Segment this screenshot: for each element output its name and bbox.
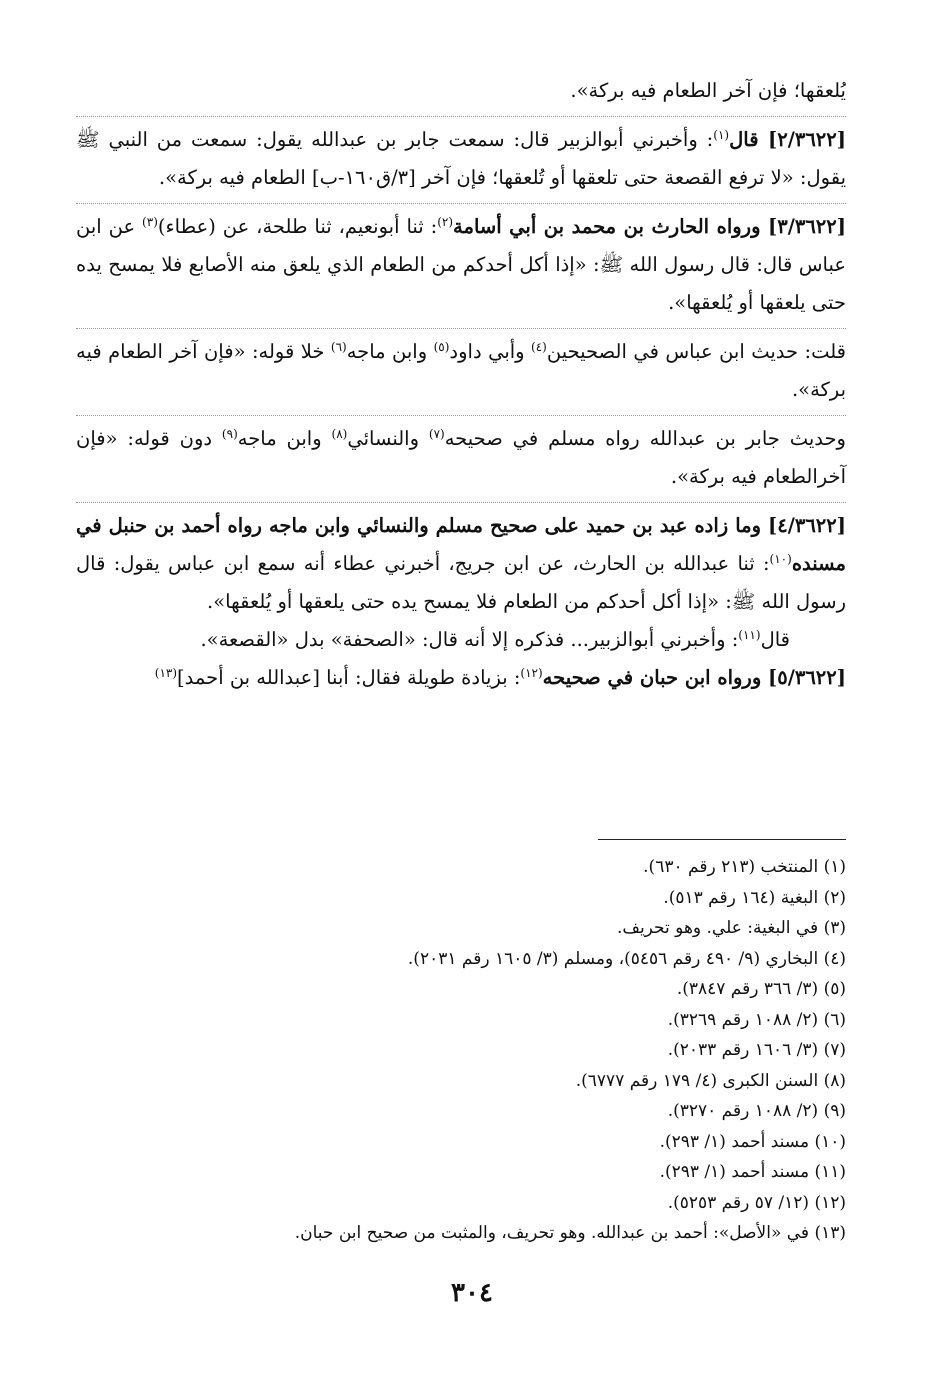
- footnote: (٢) البغية (١٦٤ رقم ٥١٣).: [663, 887, 846, 908]
- footnote-ref: (٨): [331, 427, 348, 441]
- paragraph-text: : بزيادة طويلة فقال: أبنا [عبدالله بن أحمد]: [177, 666, 521, 689]
- page-number: ٣٠٤: [451, 1278, 493, 1308]
- footnote-ref: (٤): [531, 340, 547, 354]
- footnote-ref: (١١): [738, 628, 761, 642]
- paragraph-text: وأبي داود: [449, 340, 532, 363]
- paragraph-text: دون قوله: «فإن آخرالطعام فيه بركة».: [76, 427, 846, 488]
- footnote-ref: (٣): [142, 215, 158, 229]
- paragraph-hadith-3: [76, 203, 846, 322]
- footnote-ref: (١٣): [154, 666, 178, 680]
- paragraph-comment-2: [76, 415, 846, 496]
- main-text: [76, 72, 846, 697]
- paragraph-text: : وأخبرني أبوالزبير... فذكره إلا أنه قال: «الصحفة» بدل «القصعة».: [200, 628, 739, 651]
- paragraph-text: قلت: حديث ابن عباس في الصحيحين: [546, 340, 846, 363]
- paragraph-text: : ثنا عبدالله بن الحارث، عن ابن جريج، أخبرني عطاء أنه سمع ابن عباس يقول: قال رسول الله ﷺ: «إذا أكل أحدكم من الطعام فلا يمسح يده حتى يلعقها أو يُلعقها».: [76, 552, 846, 613]
- footnote: (٩) (٢/ ١٠٨٨ رقم ٣٢٧٠).: [667, 1101, 846, 1121]
- hadith-heading: [٢/٣٦٢٢] قال: [729, 128, 846, 151]
- paragraph-text: وابن ماجه: [237, 427, 332, 450]
- paragraph-text: : وأخبرني أبوالزبير قال: سمعت جابر بن عبدالله يقول: سمعت من النبي ﷺ يقول: «لا ترفع القصعة حتى تلعقها أو تُلعقها؛ فإن آخر [٣/ق١٦٠-ب] الطعام فيه بركة».: [76, 128, 846, 189]
- paragraph-hadith-2: [76, 116, 846, 197]
- footnote-separator: [598, 839, 846, 840]
- footnote: (٥) (٣/ ٣٦٦ رقم ٣٨٤٧).: [676, 979, 846, 999]
- footnote-ref: (١): [713, 128, 730, 142]
- footnotes-list: [150, 852, 846, 1249]
- paragraph-text: عن ابن عباس قال: قال رسول الله ﷺ: «إذا أكل أحدكم من الطعام الذي يلعق منه الأصابع فلا يمسح يده حتى يلعقها أو يُلعقها».: [76, 215, 846, 314]
- footnote-ref: (١٢): [520, 666, 543, 680]
- hadith-heading: [٤/٣٦٢٢] وما زاده عبد بن حميد على صحيح مسلم والنسائي وابن ماجه رواه أحمد بن حنبل في مسنده: [76, 514, 846, 575]
- footnote: (١٠) مسند أحمد (١/ ٢٩٣).: [659, 1131, 846, 1152]
- paragraph-comment-1: [76, 328, 846, 409]
- footnote: (١) المنتخب (٢١٣ رقم ٦٣٠).: [643, 857, 846, 877]
- footnote: (٣) في البغية: علي. وهو تحريف.: [616, 918, 846, 938]
- paragraph-text: خلا قوله: «فإن آخر الطعام فيه بركة».: [76, 340, 846, 401]
- paragraph-text: يُلعقها؛ فإن آخر الطعام فيه بركة».: [570, 79, 846, 102]
- footnote: (١٣) في «الأصل»: أحمد بن عبدالله. وهو تحريف، والمثبت من صحيح ابن حبان.: [294, 1223, 846, 1243]
- footnote: (٤) البخاري (٩/ ٤٩٠ رقم ٥٤٥٦)، ومسلم (٣/ ١٦٠٥ رقم ٢٠٣١).: [407, 948, 846, 969]
- footnote-ref: (٦): [330, 340, 347, 354]
- paragraph-addendum: [76, 621, 846, 659]
- footnote-ref: (٥): [433, 340, 450, 354]
- paragraph-text: وحديث جابر بن عبدالله رواه مسلم في صحيحه: [444, 427, 846, 450]
- footnote: (٨) السنن الكبرى (٤/ ١٧٩ رقم ٦٧٧٧).: [575, 1070, 846, 1091]
- paragraph-hadith-5: [76, 659, 846, 697]
- paragraph-text: والنسائي: [347, 427, 429, 450]
- footnote: (١٢) (١٢/ ٥٧ رقم ٥٢٥٣).: [667, 1192, 846, 1213]
- footnote: (٦) (٢/ ١٠٨٨ رقم ٣٢٦٩).: [667, 1009, 846, 1030]
- paragraph-text: : ثنا أبونعيم، ثنا طلحة، عن (عطاء): [157, 215, 438, 238]
- paragraph-text: وابن ماجه: [346, 340, 434, 363]
- footnote-ref: (٧): [428, 427, 445, 441]
- hadith-heading: [٥/٣٦٢٢] ورواه ابن حبان في صحيحه: [542, 666, 846, 689]
- footnote-ref: (١٠): [769, 552, 792, 566]
- footnote-ref: (٩): [221, 427, 238, 441]
- footnote: (١١) مسند أحمد (١/ ٢٩٣).: [659, 1162, 846, 1182]
- paragraph-text: قال: [760, 628, 790, 651]
- footnote: (٧) (٣/ ١٦٠٦ رقم ٢٠٣٣).: [667, 1040, 846, 1060]
- paragraph-continuation: [76, 72, 846, 110]
- paragraph-hadith-4: [76, 502, 846, 621]
- footnote-ref: (٢): [437, 215, 454, 229]
- hadith-heading: [٣/٣٦٢٢] ورواه الحارث بن محمد بن أبي أسامة: [453, 215, 846, 238]
